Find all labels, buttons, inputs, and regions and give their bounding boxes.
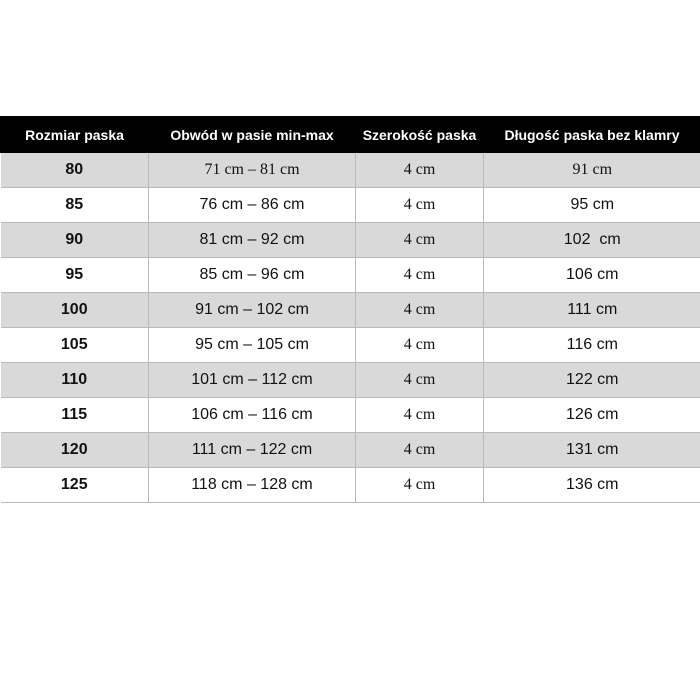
cell-length: 102 cm xyxy=(484,223,700,258)
cell-size: 90 xyxy=(1,223,149,258)
cell-size: 80 xyxy=(1,153,149,188)
cell-length: 126 cm xyxy=(484,398,700,433)
cell-waist: 76 cm – 86 cm xyxy=(149,188,356,223)
cell-width: 4 cm xyxy=(356,153,484,188)
cell-waist: 91 cm – 102 cm xyxy=(149,293,356,328)
cell-width: 4 cm xyxy=(356,258,484,293)
cell-length: 116 cm xyxy=(484,328,700,363)
cell-length: 106 cm xyxy=(484,258,700,293)
cell-waist: 85 cm – 96 cm xyxy=(149,258,356,293)
table-header-row xyxy=(1,117,700,153)
cell-length: 95 cm xyxy=(484,188,700,223)
cell-width: 4 cm xyxy=(356,223,484,258)
header-belt-size: Rozmiar paska xyxy=(1,117,149,153)
cell-width: 4 cm xyxy=(356,363,484,398)
table-row xyxy=(1,188,700,223)
cell-waist: 101 cm – 112 cm xyxy=(149,363,356,398)
belt-size-table xyxy=(0,116,700,503)
cell-size: 110 xyxy=(1,363,149,398)
cell-length: 131 cm xyxy=(484,433,700,468)
cell-size: 105 xyxy=(1,328,149,363)
cell-length: 136 cm xyxy=(484,468,700,503)
cell-length: 111 cm xyxy=(484,293,700,328)
cell-size: 120 xyxy=(1,433,149,468)
header-waist-range: Obwód w pasie min-max xyxy=(149,117,356,153)
cell-waist: 71 cm – 81 cm xyxy=(149,153,356,188)
cell-size: 115 xyxy=(1,398,149,433)
table-row xyxy=(1,223,700,258)
table-row xyxy=(1,433,700,468)
table-row xyxy=(1,153,700,188)
table-row xyxy=(1,328,700,363)
table-row xyxy=(1,293,700,328)
cell-waist: 118 cm – 128 cm xyxy=(149,468,356,503)
cell-length: 91 cm xyxy=(484,153,700,188)
cell-size: 125 xyxy=(1,468,149,503)
table-row xyxy=(1,258,700,293)
table-row xyxy=(1,468,700,503)
header-belt-length: Długość paska bez klamry xyxy=(484,117,700,153)
cell-width: 4 cm xyxy=(356,328,484,363)
cell-width: 4 cm xyxy=(356,188,484,223)
cell-size: 100 xyxy=(1,293,149,328)
cell-waist: 106 cm – 116 cm xyxy=(149,398,356,433)
header-belt-width: Szerokość paska xyxy=(356,117,484,153)
table-row xyxy=(1,363,700,398)
cell-width: 4 cm xyxy=(356,468,484,503)
cell-waist: 95 cm – 105 cm xyxy=(149,328,356,363)
cell-size: 85 xyxy=(1,188,149,223)
cell-size: 95 xyxy=(1,258,149,293)
table-row xyxy=(1,398,700,433)
cell-width: 4 cm xyxy=(356,398,484,433)
cell-waist: 111 cm – 122 cm xyxy=(149,433,356,468)
cell-width: 4 cm xyxy=(356,433,484,468)
cell-length: 122 cm xyxy=(484,363,700,398)
cell-width: 4 cm xyxy=(356,293,484,328)
cell-waist: 81 cm – 92 cm xyxy=(149,223,356,258)
